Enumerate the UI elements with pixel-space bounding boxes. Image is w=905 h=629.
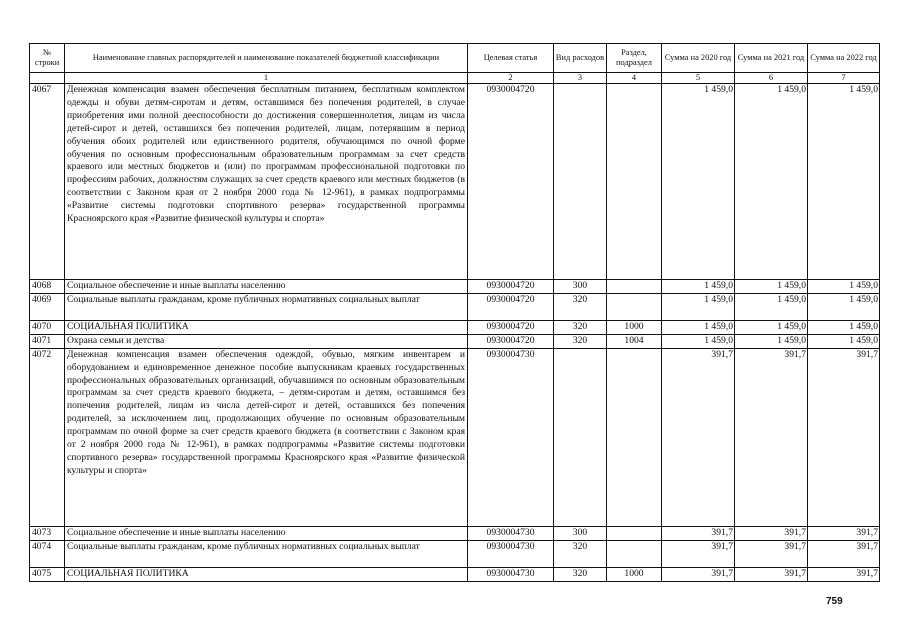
row-sum-2020: 1 459,0 [662,280,735,294]
row-sum-2020: 391,7 [662,348,735,526]
row-number: 4070 [30,320,65,334]
row-target: 0930004720 [468,280,554,294]
row-name: СОЦИАЛЬНАЯ ПОЛИТИКА [65,567,468,581]
table-header [30,44,880,84]
row-expense-type [554,348,607,526]
row-section [607,348,662,526]
table-row [30,348,880,526]
row-section [607,540,662,567]
row-sum-2022: 391,7 [808,348,880,526]
column-number: 6 [735,73,808,84]
row-sum-2021: 1 459,0 [735,334,808,348]
row-section: 1000 [607,320,662,334]
row-name: Социальные выплаты гражданам, кроме публичных нормативных социальных выплат [65,540,468,567]
header-expense-type: Вид расходов [554,44,607,73]
row-name: Денежная компенсация взамен обеспечения одеждой, обувью, мягким инвентарем и оборудованием и единовременное денежное пособие выпускникам краевых государственных профессиональных образовательных организаций, обучавшимся по основным образовательным программам за счет средств краевого бюджета, – детям-сиротам и детям, оставшимся без попечения родителей, лицам из числа детей-сирот и детей, оставшихся без попечения родителей, за исключением лиц, продолжающих обучение по основным образовательным программам по очной форме за счет средств краевого бюджета (в соответствии с Законом края от 2 ноября 2000 года № 12-961), в рамках подпрограммы «Развитие системы подготовки спортивного резерва» государственной программы Красноярского края «Развитие физической культуры и спорта» [65,348,468,526]
row-sum-2022: 1 459,0 [808,293,880,320]
column-number: 2 [468,73,554,84]
header-target: Целевая статья [468,44,554,73]
row-section: 1000 [607,567,662,581]
row-target: 0930004720 [468,320,554,334]
row-expense-type: 320 [554,320,607,334]
budget-table [29,43,880,582]
row-expense-type [554,84,607,280]
row-number: 4072 [30,348,65,526]
row-sum-2021: 1 459,0 [735,280,808,294]
row-sum-2021: 1 459,0 [735,293,808,320]
table-row [30,567,880,581]
table-row [30,293,880,320]
row-name: Денежная компенсация взамен обеспечения бесплатным питанием, бесплатным комплектом одежды и обуви детям-сиротам и детям, оставшимся без попечения родителей, в случае приобретения ими полной дееспособности до достижения совершеннолетия, лицам из числа детей-сирот и детей, оставшихся без попечения родителей, лицам, потерявшим в период обучения обоих родителей или единственного родителя, обучающимся по очной форме обучения по основным профессиональным образовательным программам за счет средств краевого или местных бюджетов и (или) по программам профессиональной подготовки по профессиям рабочих, должностям служащих за счет средств краевого или местных бюджетов (в соответствии с Законом края от 2 ноября 2000 года № 12-961), в рамках подпрограммы «Развитие системы подготовки спортивного резерва» государственной программы Красноярского края «Развитие физической культуры и спорта» [65,84,468,280]
row-number: 4073 [30,526,65,540]
row-sum-2022: 391,7 [808,567,880,581]
row-number: 4074 [30,540,65,567]
header-sum-2022: Сумма на 2022 год [808,44,880,73]
row-expense-type: 300 [554,526,607,540]
row-target: 0930004720 [468,293,554,320]
row-sum-2021: 391,7 [735,540,808,567]
table-row [30,84,880,280]
row-expense-type: 320 [554,540,607,567]
row-number: 4071 [30,334,65,348]
row-expense-type: 320 [554,567,607,581]
row-target: 0930004730 [468,526,554,540]
row-target: 0930004730 [468,540,554,567]
header-row-number: № строки [30,44,65,73]
header-section: Раздел, подраздел [607,44,662,73]
row-sum-2022: 1 459,0 [808,334,880,348]
row-number: 4075 [30,567,65,581]
header-sum-2020: Сумма на 2020 год [662,44,735,73]
row-name: СОЦИАЛЬНАЯ ПОЛИТИКА [65,320,468,334]
row-name: Социальное обеспечение и иные выплаты населению [65,526,468,540]
row-number: 4069 [30,293,65,320]
row-expense-type: 300 [554,280,607,294]
table-body [30,84,880,582]
table-row [30,320,880,334]
row-sum-2022: 1 459,0 [808,320,880,334]
row-section [607,526,662,540]
row-section [607,280,662,294]
row-section [607,293,662,320]
header-sum-2021: Сумма на 2021 год [735,44,808,73]
row-sum-2020: 1 459,0 [662,334,735,348]
row-sum-2020: 391,7 [662,540,735,567]
row-sum-2020: 1 459,0 [662,84,735,280]
page-number: 759 [826,596,843,607]
row-sum-2021: 391,7 [735,526,808,540]
row-sum-2021: 391,7 [735,348,808,526]
row-expense-type: 320 [554,334,607,348]
row-section: 1004 [607,334,662,348]
header-name: Наименование главных распорядителей и наименование показателей бюджетной классификации [65,44,468,73]
row-sum-2020: 391,7 [662,526,735,540]
row-sum-2022: 1 459,0 [808,84,880,280]
column-number [30,73,65,84]
row-sum-2021: 1 459,0 [735,84,808,280]
row-sum-2020: 1 459,0 [662,320,735,334]
column-number: 1 [65,73,468,84]
column-number: 5 [662,73,735,84]
row-target: 0930004720 [468,334,554,348]
table-row [30,280,880,294]
row-target: 0930004730 [468,348,554,526]
row-section [607,84,662,280]
table-row [30,526,880,540]
row-number: 4067 [30,84,65,280]
column-number: 7 [808,73,880,84]
row-target: 0930004730 [468,567,554,581]
row-target: 0930004720 [468,84,554,280]
row-sum-2022: 391,7 [808,540,880,567]
row-sum-2022: 391,7 [808,526,880,540]
row-sum-2021: 1 459,0 [735,320,808,334]
row-name: Охрана семьи и детства [65,334,468,348]
row-name: Социальные выплаты гражданам, кроме публичных нормативных социальных выплат [65,293,468,320]
row-sum-2021: 391,7 [735,567,808,581]
row-sum-2022: 1 459,0 [808,280,880,294]
row-expense-type: 320 [554,293,607,320]
table-row [30,334,880,348]
table-row [30,540,880,567]
column-number: 3 [554,73,607,84]
row-name: Социальное обеспечение и иные выплаты населению [65,280,468,294]
row-number: 4068 [30,280,65,294]
row-sum-2020: 391,7 [662,567,735,581]
row-sum-2020: 1 459,0 [662,293,735,320]
column-number: 4 [607,73,662,84]
column-numbers-row [30,73,880,84]
